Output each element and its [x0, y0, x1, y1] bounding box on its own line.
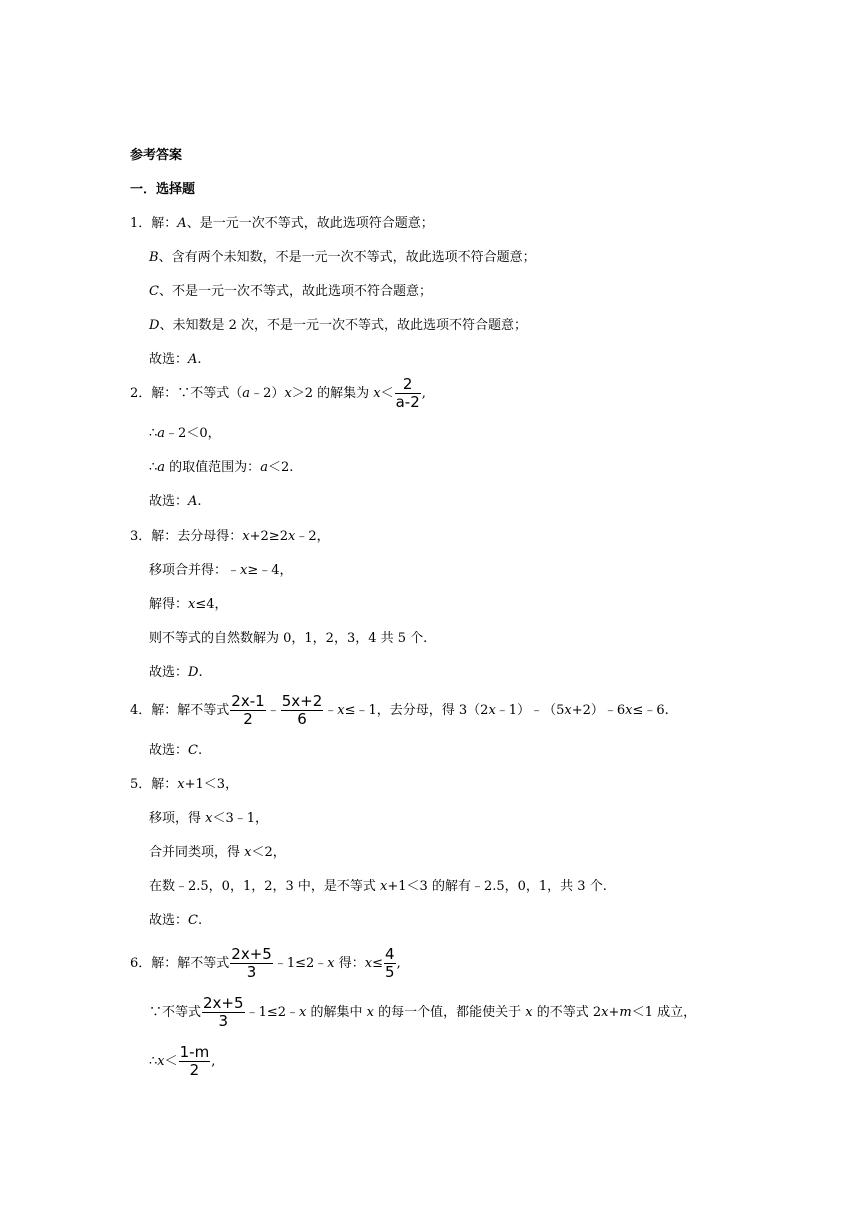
q4-answer: 故选：C.: [149, 743, 203, 758]
q3-line-4: 则不等式的自然数解为 0，1，2，3，4 共 5 个.: [149, 631, 428, 646]
q3-line-3: 解得：x≤4，: [149, 597, 228, 612]
q4-fraction-2: $\frac{5x+2}{6}$: [281, 692, 323, 728]
q3-answer: 故选：D.: [149, 665, 203, 680]
q1-answer: 故选：A.: [149, 352, 202, 367]
q6-fraction-2: $\frac{4}{5}$: [385, 945, 395, 981]
q6-line-3: ∴x＜ $\frac{1-m}{2}$ ,: [149, 1043, 216, 1079]
q5-answer: 故选：C.: [149, 913, 203, 928]
q6-fraction-4: $\frac{1-m}{2}$: [179, 1043, 210, 1079]
q1-line-4: D、未知数是 2 次，不是一元一次不等式，故此选项不符合题意；: [149, 318, 527, 333]
q6-number: 6．: [130, 956, 152, 971]
q3-number: 3．: [130, 529, 152, 544]
q5-line-4: 在数﹣2.5，0，1，2，3 中，是不等式 x+1＜3 的解有﹣2.5，0，1，共 3 个.: [149, 879, 607, 894]
q5-line-2: 移项，得 x＜3﹣1，: [149, 811, 269, 826]
q5-line-1: 5．解：x+1＜3，: [130, 777, 239, 792]
heading: 参考答案: [130, 148, 183, 163]
q3-line-1: 3．解：去分母得：x+2≥2x﹣2，: [130, 529, 330, 544]
q3-line-2: 移项合并得：﹣x≥﹣4，: [149, 563, 293, 578]
q1-number: 1．: [130, 216, 152, 231]
q2-line-2: ∴a﹣2＜0，: [149, 426, 221, 441]
section-title: 一．选择题: [130, 182, 196, 197]
q2-number: 2．: [130, 386, 152, 401]
q4-line-1: 4．解：解不等式 $\frac{2x-1}{2}$ ﹣ $\frac{5x+2}{6}$ ﹣x≤﹣1，去分母，得 3（2x﹣1）﹣（5x+2）﹣6x≤﹣6.: [130, 692, 669, 728]
q6-fraction-3: $\frac{2x+5}{3}$: [203, 994, 244, 1030]
q6-line-1: 6．解：解不等式 $\frac{2x+5}{3}$ ﹣1≤2﹣x 得：x≤ $\frac{4}{5}$ ,: [130, 945, 401, 981]
q5-line-3: 合并同类项，得 x＜2，: [149, 845, 286, 860]
q6-line-2: ∵不等式 $\frac{2x+5}{3}$ ﹣1≤2﹣x 的解集中 x 的每一个值，都能使关于 x 的不等式 2x+m＜1 成立，: [149, 994, 697, 1030]
q1-line-1: 1．解：A、是一元一次不等式，故此选项符合题意；: [130, 216, 434, 231]
q1-line-3: C、不是一元一次不等式，故此选项不符合题意；: [149, 284, 432, 299]
q2-line-1: 2．解：∵不等式（a﹣2）x＞2 的解集为 x＜ $\frac{2}{a-2}$ ,: [130, 375, 426, 411]
q4-fraction-1: $\frac{2x-1}{2}$: [231, 692, 265, 728]
q1-line-2: B、含有两个未知数，不是一元一次不等式，故此选项不符合题意；: [149, 250, 536, 265]
q6-fraction-1: $\frac{2x+5}{3}$: [231, 945, 272, 981]
q2-line-3: ∴a 的取值范围为：a＜2.: [149, 460, 294, 475]
q4-number: 4．: [130, 703, 152, 718]
q5-number: 5．: [130, 777, 152, 792]
q2-fraction: $\frac{2}{a-2}$: [395, 375, 420, 411]
q2-answer: 故选：A.: [149, 494, 202, 509]
